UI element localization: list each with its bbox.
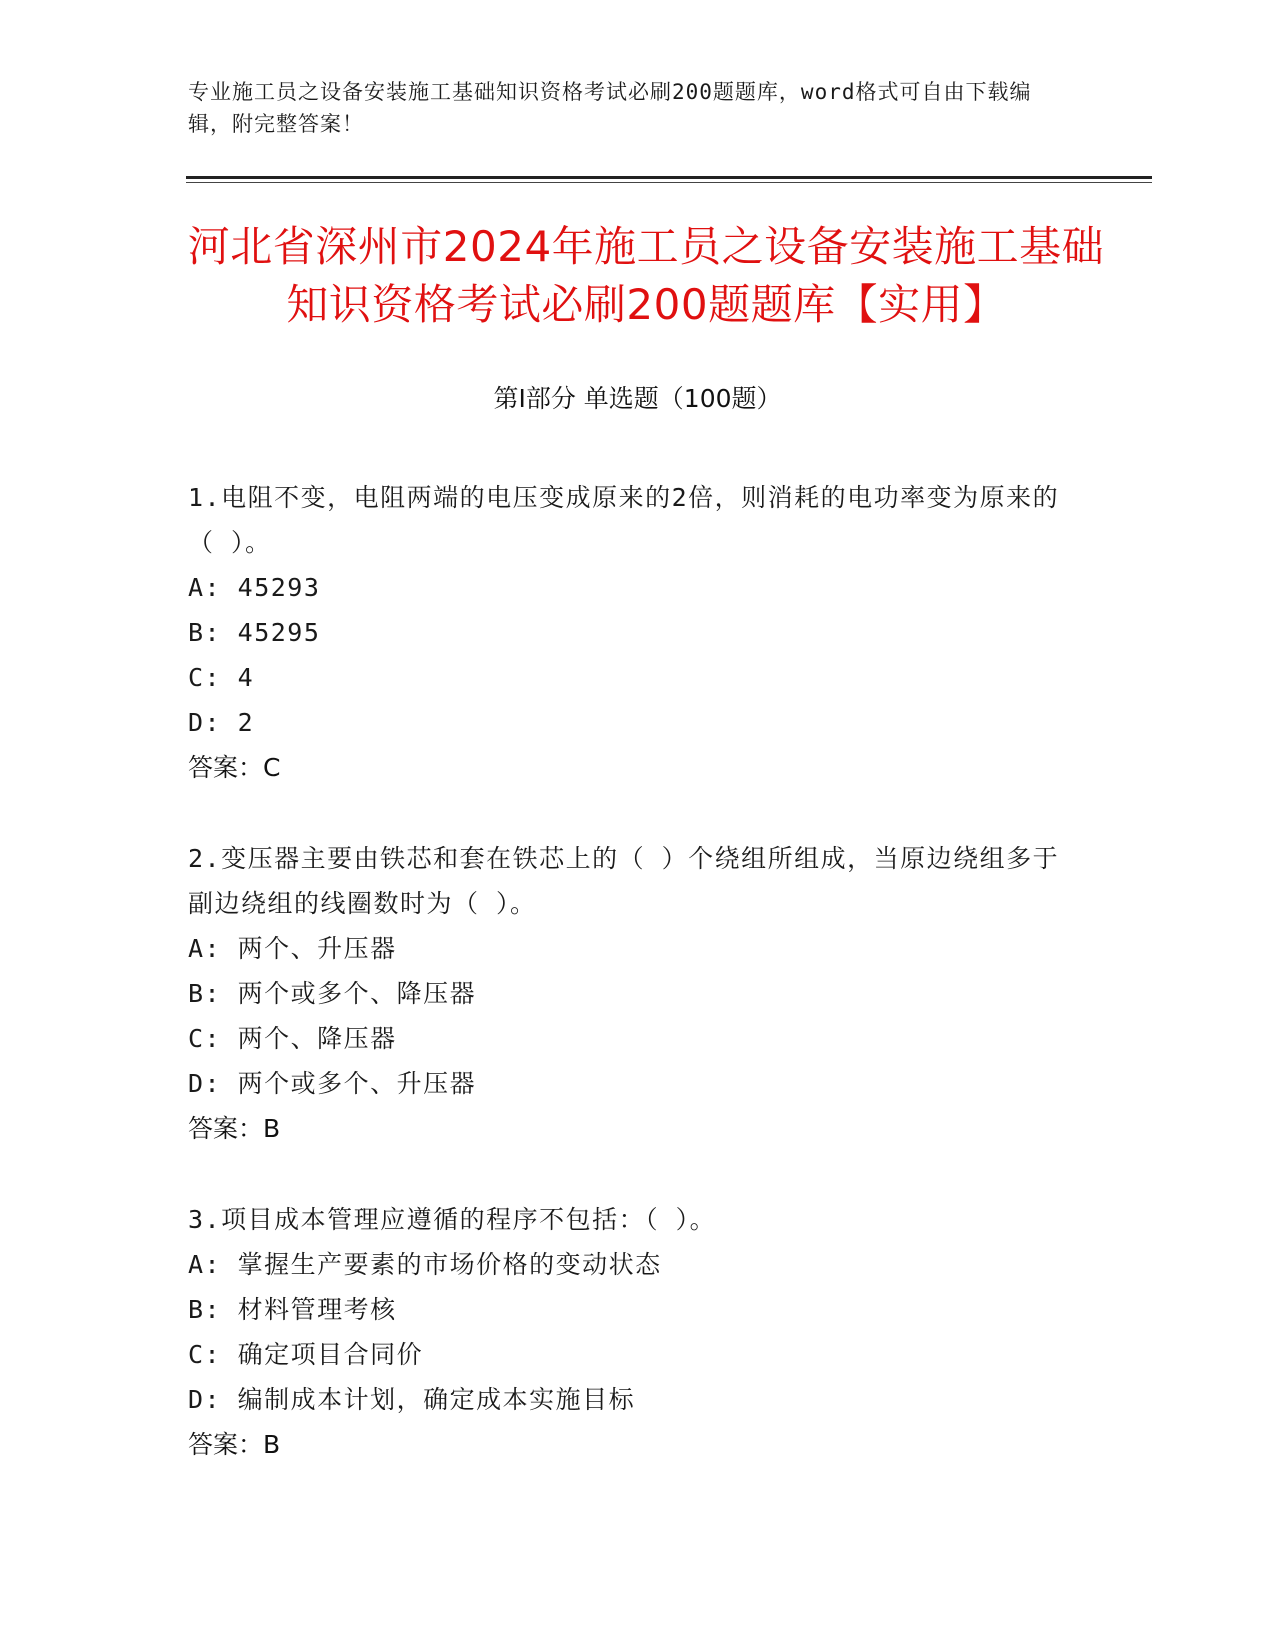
- option-b: B: 两个或多个、降压器: [188, 979, 477, 1008]
- option-b: B: 材料管理考核: [188, 1295, 397, 1324]
- question-list: [188, 475, 1078, 1513]
- option-d: D: 编制成本计划，确定成本实施目标: [188, 1385, 636, 1414]
- question-stem: 3.项目成本管理应遵循的程序不包括：（ ）。: [188, 1205, 717, 1234]
- document-title: 河北省深州市2024年施工员之设备安装施工基础知识资格考试必刷200题题库【实用】: [187, 222, 1105, 329]
- header-divider-thick: [186, 176, 1152, 179]
- option-b: B: 45295: [188, 618, 321, 647]
- question-stem: 2.变压器主要由铁芯和套在铁芯上的（ ）个绕组所组成，当原边绕组多于副边绕组的线圈数时为（ ）。: [188, 844, 1060, 918]
- section-title: 第Ⅰ部分 单选题（100题）: [493, 384, 782, 413]
- answer: 答案：C: [188, 753, 281, 782]
- answer: 答案：B: [188, 1114, 281, 1143]
- option-d: D: 2: [188, 708, 255, 737]
- question-1: [188, 475, 1078, 790]
- option-c: C: 两个、降压器: [188, 1024, 397, 1053]
- answer: 答案：B: [188, 1430, 281, 1459]
- option-a: A: 掌握生产要素的市场价格的变动状态: [188, 1250, 662, 1279]
- option-c: C: 确定项目合同价: [188, 1340, 424, 1369]
- question-stem: 1.电阻不变，电阻两端的电压变成原来的2倍，则消耗的电功率变为原来的（ ）。: [188, 483, 1060, 557]
- option-d: D: 两个或多个、升压器: [188, 1069, 477, 1098]
- question-2: [188, 836, 1078, 1151]
- header-divider-thin: [186, 182, 1152, 183]
- option-a: A: 两个、升压器: [188, 934, 397, 963]
- option-c: C: 4: [188, 663, 255, 692]
- header-note: 专业施工员之设备安装施工基础知识资格考试必刷200题题库，word格式可自由下载编辑，附完整答案！: [188, 80, 1032, 136]
- option-a: A: 45293: [188, 573, 321, 602]
- question-3: [188, 1197, 1078, 1467]
